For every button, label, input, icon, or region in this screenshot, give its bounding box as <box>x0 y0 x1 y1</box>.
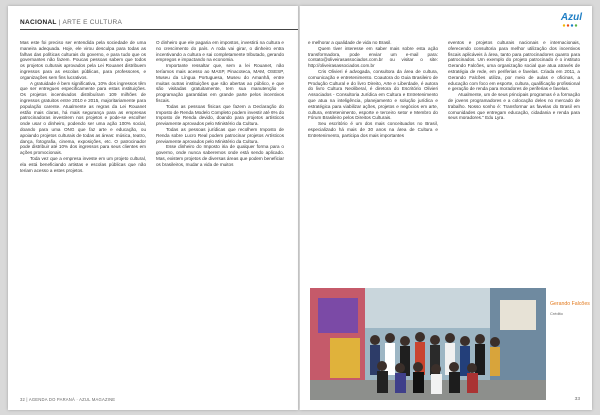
header-rule <box>20 29 298 30</box>
left-page <box>8 6 298 410</box>
paragraph: Todas as pessoas físicas que fazem a Declaração do Imposto de Renda Modelo Completo podem investir até 6% do Imposto de Renda devido, doando para projetos artísticos previamente aprovados pelo Ministério da Cultura. <box>156 103 284 127</box>
section-header <box>8 16 298 30</box>
paragraph: Quem tiver interesse em saber mais sobre esta ação transformadora, pode enviar um e-mail para: contato@oliveirasassociados.com.br ou visitar o site: http://oliveirasassociados.com.br <box>308 45 438 69</box>
paragraph: eventos e projetos culturais nacionais e internacionais, oferecendo consultoria para melhor utilização dos incentivos fiscais aplicáveis à área, tanto para patrocinadores quanto para patrocinados. Um exemplo do projeto patrocinado é o instituto Gerando Falcões, uma organização social que atua através de estratégia de rede, em periferias e favelas. Criada em 2011, a Gerando Falcões utiliza, por meio de aulas e oficinas, a educação com foco em esporte, cultura, qualificação profissional e geração de renda para moradores de periferias e favelas. <box>448 40 580 92</box>
left-column-2 <box>156 40 284 168</box>
right-page <box>300 6 592 410</box>
page-number: 33 <box>574 397 580 402</box>
paragraph: Todas as pessoas jurídicas que recolhem Imposto de Renda sobre Lucro Real podem patrocinar projetos Artísticos previamente aprovados pelo Ministério da Cultura. <box>156 126 284 144</box>
paragraph: A gratuidade é bem significativa, 10% dos ingressos têm que ser entregues especificamente para estas instituições. Os projetos incentivados distribuíram 109 milhões de ingressos gratuitos entre 2010 e 2015, majoritariamente para população carente. Atualmente as regras da Lei Rouanet estão mais claras, há mais segurança para as empresas patrocinadoras investirem nos projetos e pode-se escolher onde usar o dinheiro, podendo ser uma ação 100% social, doando para uma ONG que faz arte e educação, ou apoiando projetos culturais de todas as áreas: música, teatro, dança, fotografia, cinema, exposições, etc. O patrocinador pode distribuir até 10% dos ingressos para seus clientes em ações promocionais. <box>20 80 146 156</box>
caption-title: Gerando Falcões <box>550 301 590 307</box>
logo-text: Azul <box>560 12 582 23</box>
paragraph: Seu escritório é um dos mais conceituados no Brasil, especializado há mais de 30 anos na área de Cultura e Entretenimento, participa dos mais importantes <box>308 121 438 138</box>
paragraph: Cris Olivieri é advogada, consultora da área de cultura, comunicação e entretenimento. Coautora do Guia Brasileiro de Produção Cultural e do livro Direito, Arte e Liberdade, é autora do livro Cultura Neoliberal, é diretora do Escritório Olivieri Associados - Consultoria Jurídica em Cultura e Entretenimento que atua na inteligência, planejamento e solução jurídica e estratégica para viabilizar ações, projetos e negócios em arte, cultura, entretenimento, esporte e terceiro setor e Membro do Fórum Brasileiro pelos Direitos Culturais. <box>308 68 438 121</box>
magazine-logo <box>552 12 582 28</box>
right-column-2 <box>448 40 580 121</box>
paragraph: Mas este foi preciso ser entendida pela sociedade de uma maneira adequada. Hoje, ele virou desculpa para todas as falhas das políticas culturais do governo, e para tudo que os governantes não fazem. Poucas pessoas sabem que todos os projetos culturais aprovados pela Lei Rouanet distribuem ingressos para as escolas públicas, para professores, e organizações sem fins lucrativos. <box>20 40 146 80</box>
left-column-1 <box>20 40 146 173</box>
paragraph: Atualmente, um de seus principais programas é a formação de jovens programadores e a colocação deles no mercado de trabalho. Nosso sonho é: Transformar as favelas do Brasil em comunidades que entregam educação, cidadania e renda para seus moradores." Edu Lyra. <box>448 92 580 121</box>
right-column-1 <box>308 40 438 139</box>
paragraph: O dinheiro que ele pagaria em impostos, investirá na cultura e no crescimento do país. A roda vai girar, o dinheiro entra incentivando a cultura e sai completamente tributado, gerando empregos e impactando na economia. <box>156 40 284 63</box>
section-separator: | <box>56 19 63 26</box>
page-footer-left: 32 | AGENDA DO PARANÁ · AZUL MAGAZINE <box>20 397 116 402</box>
logo-dots-icon <box>562 24 580 27</box>
section-sub: ARTE E CULTURA <box>62 19 123 26</box>
paragraph: Toda vez que a empresa investe em um projeto cultural, ela está beneficiando artistas e escolas públicas que não teriam acesso a estes projetos. <box>20 155 146 173</box>
paragraph: Esse dinheiro do Imposto iria de qualquer forma para o governo, onde nunca saberemos onde está sendo aplicado. Mas, existem projetos de diversas áreas que podem beneficiar os brasileiros, mudar a vida de muitos <box>156 144 284 167</box>
section-name: NACIONAL <box>20 19 57 26</box>
caption-credit: Crédito <box>550 311 563 316</box>
photo-caption <box>550 301 590 317</box>
paragraph: e melhorar a qualidade de vida no Brasil. <box>308 40 392 45</box>
paragraph: Importante ressaltar que, sem a lei Rouanet, não teríamos mais acesso ao MASP, Pinacoteca, MAM, OSESP, Museu da Língua Portuguesa, Museu do Amanhã, entre muitas outras instituições que são abertas ao público, e que são visitadas gratuitamente, tem sua manutenção e programação garantidas em grande parte pelos incentivos fiscais. <box>156 63 284 103</box>
group-photo <box>310 288 546 400</box>
